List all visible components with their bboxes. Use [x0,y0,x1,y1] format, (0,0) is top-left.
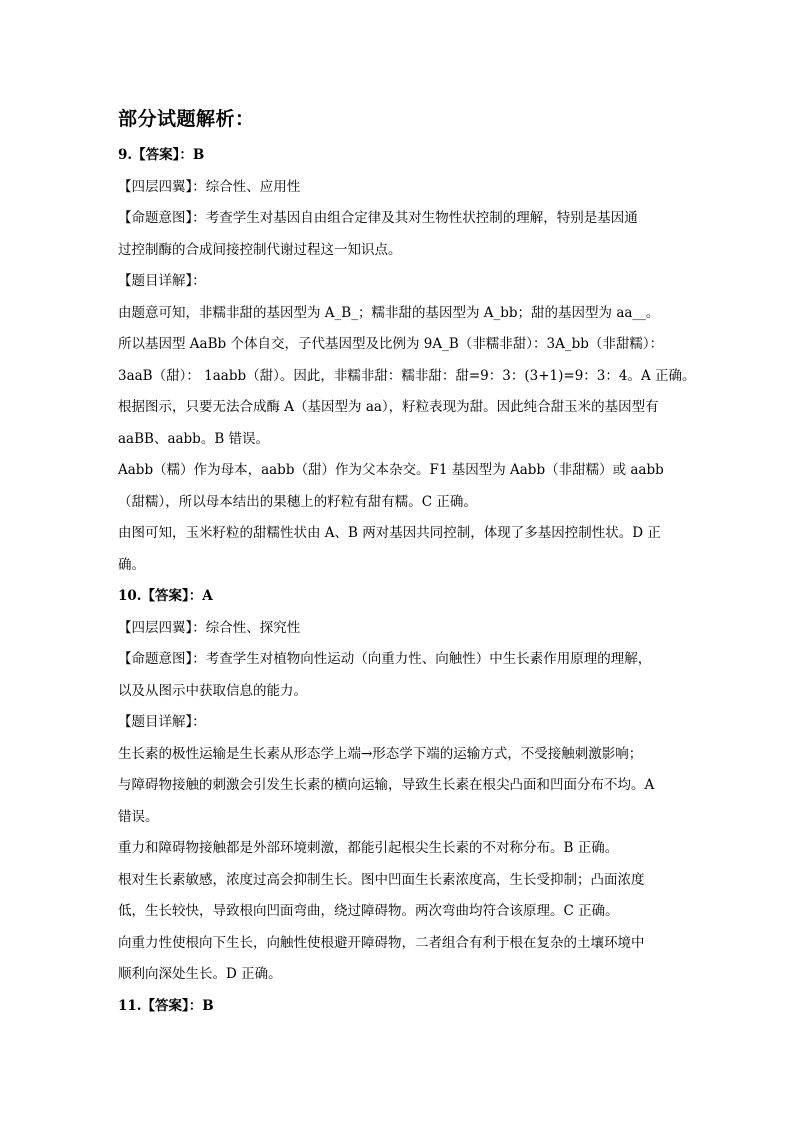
text-line: 【题目详解】： [118,273,206,289]
text-line: 重力和障碍物接触都是外部环境刺激，都能引起根尖生长素的不对称分布。B 正确。 [118,840,619,856]
text-line: 向重力性使根向下生长，向触性使根避开障碍物，二者组合有利于根在复杂的土壤环境中 [118,934,645,951]
text-line: 顺利向深处生长。D 正确。 [118,966,282,982]
document-content [118,104,696,1022]
text-line: 【命题意图】：考查学生对基因自由组合定律及其对生物性状控制的理解，特别是基因通 [118,210,638,226]
text-line: 3aaB（甜）： 1aabb（甜）。因此，非糯非甜：糯非甜：甜=9：3：(3+1)=9：3：4。A 正确。 [118,367,696,384]
text-line: 所以基因型 AaBb 个体自交，子代基因型及比例为 9A_B（非糯非甜）：3A_bb（非甜糯）： [118,336,664,352]
text-line: 低，生长较快，导致根向凹面弯曲，绕过障碍物。两次弯曲均符合该原理。C 正确。 [118,903,619,919]
text-line: 过控制酶的合成间接控制代谢过程这一知识点。 [118,241,402,258]
text-line: aaBB、aabb。B 错误。 [118,430,270,447]
text-line: 错误。 [118,808,159,825]
text-line: 以及从图示中获取信息的能力。 [118,682,307,699]
text-line: 【题目详解】： [118,714,206,730]
text-line: 根据图示，只要无法合成酶 A（基因型为 aa），籽粒表现为甜。因此纯合甜玉米的基因型有 [118,399,659,415]
text-line: 【四层四翼】：综合性、探究性 [118,619,301,636]
text-line: 【四层四翼】：综合性、应用性 [118,178,301,195]
text-line: 根对生长素敏感，浓度过高会抑制生长。图中凹面生长素浓度高，生长受抑制；凸面浓度 [118,871,645,888]
text-line: 【命题意图】：考查学生对植物向性运动（向重力性、向触性）中生长素作用原理的理解， [118,651,652,667]
text-line: 确。 [118,556,145,573]
answer-line-q9: 9.【答案】：B [118,147,205,163]
text-line: 与障碍物接触的刺激会引发生长素的横向运输，导致生长素在根尖凸面和凹面分布不均。A [118,777,655,793]
answer-line-q11: 11.【答案】：B [118,997,214,1014]
text-line: （甜糯），所以母本结出的果穗上的籽粒有甜有糯。C 正确。 [118,493,477,510]
text-line: 由图可知，玉米籽粒的甜糯性状由 A、B 两对基因共同控制，体现了多基因控制性状。D 正 [118,525,661,541]
text-line: 由题意可知，非糯非甜的基因型为 A_B_；糯非甜的基因型为 A_bb；甜的基因型为 aa__。 [118,304,660,321]
text-line: 生长素的极性运输是生长素从形态学上端→形态学下端的运输方式，不受接触刺激影响； [118,745,643,762]
section-heading: 部分试题解析： [118,108,255,130]
text-line: Aabb（糯）作为母本，aabb（甜）作为父本杂交。F1 基因型为 Aabb（非甜糯）或 aabb [118,462,664,478]
answer-line-q10: 10.【答案】：A [118,588,213,604]
